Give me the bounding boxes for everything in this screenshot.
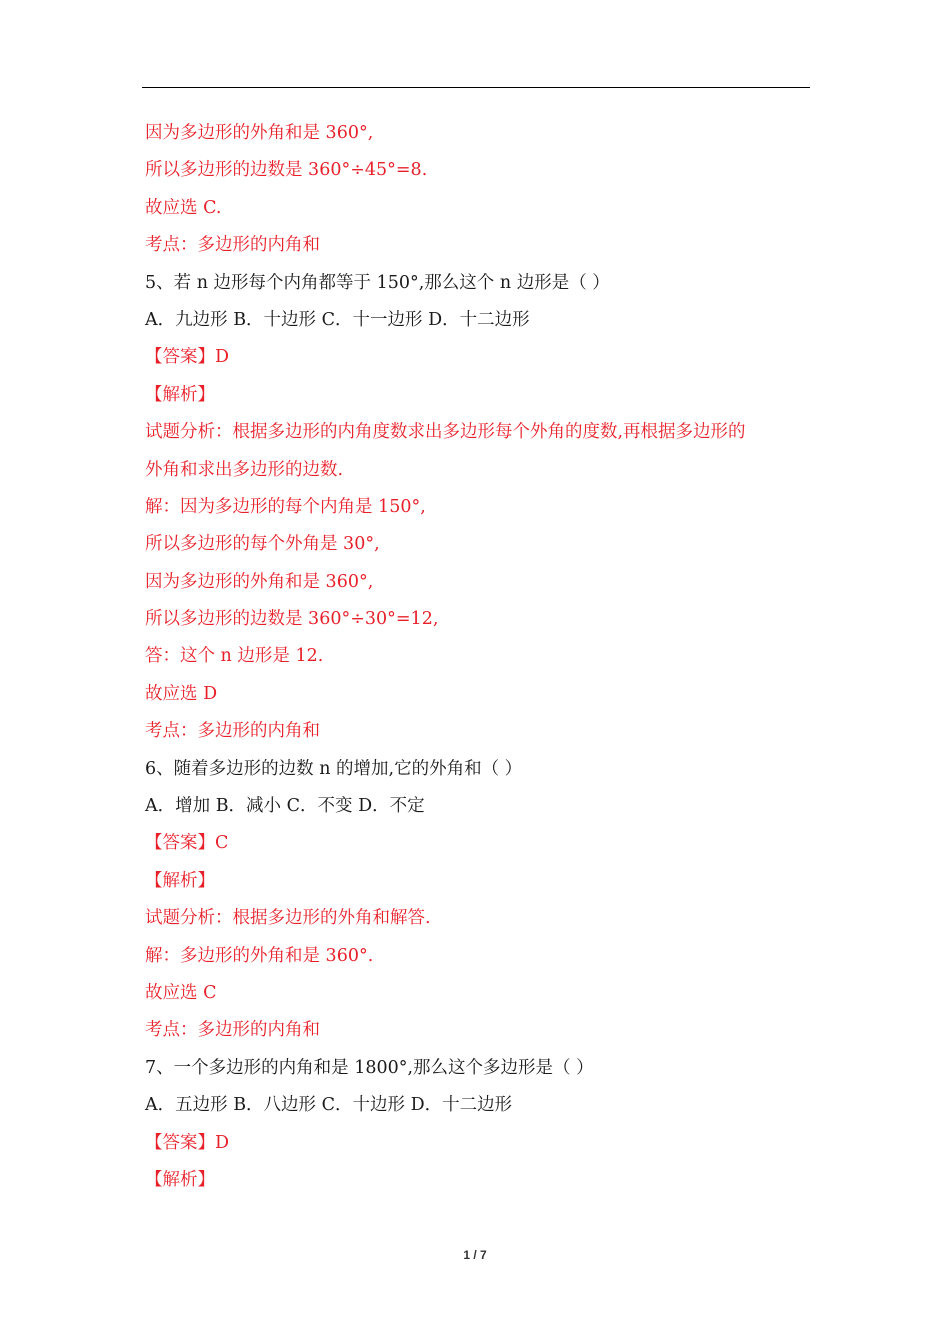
text-line: 【答案】D xyxy=(145,347,230,368)
text-line: 试题分析：根据多边形的内角度数求出多边形每个外角的度数,再根据多边形的 xyxy=(145,422,746,443)
text-line: 【解析】 xyxy=(145,1169,215,1190)
document-body xyxy=(145,118,810,1202)
text-line: 试题分析：根据多边形的外角和解答. xyxy=(145,908,431,929)
text-line: A．五边形 B．八边形 C．十边形 D．十二边形 xyxy=(145,1095,513,1116)
text-line: 所以多边形的边数是 360°÷30°=12, xyxy=(145,609,439,630)
text-line: 7、一个多边形的内角和是 1800°,那么这个多边形是（ ） xyxy=(145,1057,594,1078)
text-line: 解：多边形的外角和是 360°. xyxy=(145,945,374,966)
text-line: 所以多边形的边数是 360°÷45°=8. xyxy=(145,160,428,181)
text-line: 所以多边形的每个外角是 30°, xyxy=(145,534,380,555)
text-line: 考点：多边形的内角和 xyxy=(145,721,320,742)
text-line: 因为多边形的外角和是 360°, xyxy=(145,571,374,592)
text-line: A．增加 B．减小 C．不变 D．不定 xyxy=(145,796,425,817)
header-rule xyxy=(142,87,810,88)
page-number: 1 / 7 xyxy=(463,1248,487,1262)
text-line: 故应选 C. xyxy=(145,197,222,218)
text-line: 考点：多边形的内角和 xyxy=(145,235,320,256)
text-line: 6、随着多边形的边数 n 的增加,它的外角和（ ） xyxy=(145,758,523,779)
text-line: 【解析】 xyxy=(145,870,215,891)
text-line: 【答案】D xyxy=(145,1132,230,1153)
text-line: 解：因为多边形的每个内角是 150°, xyxy=(145,496,426,517)
text-line: 5、若 n 边形每个内角都等于 150°,那么这个 n 边形是（ ） xyxy=(145,272,610,293)
text-line: A．九边形 B．十边形 C．十一边形 D．十二边形 xyxy=(145,309,530,330)
text-line: 外角和求出多边形的边数. xyxy=(145,459,344,480)
text-line: 答：这个 n 边形是 12. xyxy=(145,646,324,667)
text-line: 故应选 C xyxy=(145,982,217,1003)
text-line: 【答案】C xyxy=(145,833,229,854)
text-line: 故应选 D xyxy=(145,683,218,704)
text-line: 因为多边形的外角和是 360°, xyxy=(145,123,374,143)
text-line: 【解析】 xyxy=(145,384,215,405)
text-line: 考点：多边形的内角和 xyxy=(145,1020,320,1041)
